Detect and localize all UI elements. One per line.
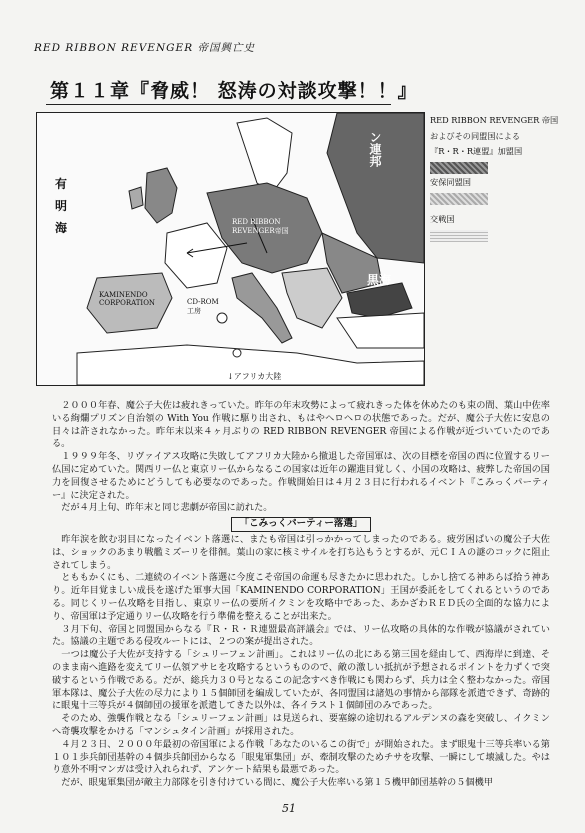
legend-swatch-enemy: [430, 230, 488, 242]
map-france: [165, 223, 227, 288]
map-ireland: [129, 187, 143, 209]
paragraph: ４月２３日、２０００年最初の帝国軍による作戦「あなたのいるこの街で」が開始された。まず眼鬼十三等兵率いる第１０１歩兵師団基幹の４個歩兵師団からなる「眼鬼軍集団」が、牽制攻撃のためチサを攻撃、一瞬にして壊滅した。やはり意外不明マンガは受け入れられず、アンケート結果も最悪であった。: [52, 738, 550, 776]
title-rule: [46, 104, 391, 105]
section-heading: [52, 517, 550, 532]
section-heading-text: 「こみっくパーティー落選」: [231, 517, 372, 532]
map-label-kokukai: 黒海: [367, 273, 392, 287]
map-british-isles: [145, 168, 177, 223]
paragraph: ２０００年春、魔公子大佐は疲れきっていた。昨年の年末攻勢によって疲れきった体を休めたのも束の間、葉山中佐率いる絢爛プリズン自治領の With You 作戦に駆り出され、もはやヘロヘロの状態であった。だが、魔公子大佐に安息の日々は許されなかった。昨年末以来４ヶ月ぶりの RED RIBBON REVENGER 帝国による作戦が近づいていたのである。: [52, 400, 550, 450]
legend-line: [430, 144, 580, 160]
legend-label-rrr: 『R・R・R連盟』加盟国: [430, 146, 523, 156]
europe-map: [36, 112, 425, 386]
paragraph: １９９９年冬、リヴァイアス攻略に失敗してアフリカ大陸から撤退した帝国軍は、次の目標を帝国の西に位置するリー仏国に定めていた。関西リー仏と東京リー仏からなるこの国家は近年の躍進目覚しく、小国の攻略は、疲弊した帝国の国力を回復させるためにどうしても必要なのであった。作戦開始日は４月２３日に行われるイベント『こみっくパーティー』に決定された。: [52, 451, 550, 501]
map-label-cd: CD-ROM 工房: [187, 298, 219, 315]
paragraph: ３月下旬、帝国と同盟国からなる『Ｒ・Ｒ・Ｒ連盟最高評議会』では、リー仏攻略の具体的な作戦が協議がされていた。協議の主題である侵攻ルートには、２つの案が提出された。: [52, 623, 550, 648]
paragraph: 一つは魔公子大佐が支持する「シュリーフェン計画」。これはリー仏の北にある第三国を経由して、西海岸に到達、そのまま南へ進路を変えてリー仏領アサヒを攻略するというものので、敵の激しい抵抗が予想されるポイントを力ずくで突破するという作戦である。だが、総兵力３０号となるこの記念すべき作戦にも関わらず、兵力は全く整わなかった。帝国軍本隊は、魔公子大佐の尽力により１５個師団を編成していたが、各同盟国は諸処の事情から部隊を派遣できず、奇跡的に眼鬼十三等兵が４個師団の援軍を派遣してきた以外は、各イラスト１個師団のみであった。: [52, 649, 550, 712]
paragraph: とももかくにも、二連続のイベント落選に今度こそ帝国の命運も尽きたかに思われた。しかし捨てる神あらば拾う神あり。近年目覚ましい成長を遂げた軍事大国「KAMINENDO CORPORATION」王国が委託をしてくれるというのである。同じくリー仏攻略を目指し、東京リー仏の要所イクミンを攻略中であった、あかざわＲＥＤ氏の全面的な協力により、帝国軍は予定通りリー仏攻略を行う準備を整えることが出来た。: [52, 572, 550, 622]
legend-line: およびその同盟国による: [430, 130, 521, 141]
map-balkans: [282, 268, 342, 328]
legend-swatch-row: [430, 160, 580, 176]
chapter-title: 第１１章『脅威！ 怒涛の対談攻撃！！』: [50, 80, 418, 102]
map-legend: [430, 113, 580, 243]
map-label-kaminendo: KAMINENDO CORPORATION: [99, 291, 156, 307]
running-head: RED RIBBON REVENGER 帝国興亡史: [34, 42, 255, 54]
map-label-ariake: 有 明 海: [55, 177, 68, 235]
legend-line: 交戦国: [430, 214, 455, 224]
legend-line: 安保同盟国: [430, 177, 471, 187]
map-scandinavia: [237, 118, 292, 193]
map-italy: [232, 273, 292, 343]
map-label-rrr: RED RIBBON REVENGER帝国: [232, 218, 289, 235]
map-label-africa: ↓アフリカ大陸: [227, 372, 282, 381]
legend-swatch-security: [430, 193, 488, 205]
body-text: [52, 400, 550, 790]
page-number: 51: [282, 802, 296, 815]
map-turkey: [337, 313, 424, 348]
map-drawing: [37, 113, 424, 385]
legend-swatch-row: [430, 191, 580, 207]
paragraph: そのため、強襲作戦となる「シュリーフェン計画」は見送られ、要塞線の途切れるアルデンヌの森を突破し、イクミンへ奇襲攻撃をかける「マンシュタイン計画」が採用された。: [52, 713, 550, 737]
map-island: [233, 349, 241, 357]
paragraph: 昨年涙を飲む羽目になったイベント落選に、またも帝国は引っかかってしまったのである。疲労困ぱいの魔公子大佐は、ショックのあまり戦艦ミズーリを徘徊。葉山の家に核ミサイルを打ち込もうとするが、元ＣＩＡの謎のコックに阻止されてしまう。: [52, 533, 550, 571]
map-label-renmei: ン連邦: [368, 131, 382, 167]
paragraph: だが、眼鬼軍集団が敵主力部隊を引き付けている間に、魔公子大佐率いる第１５機甲師団基幹の５個機甲: [61, 777, 493, 789]
legend-swatch-row: [430, 228, 580, 244]
paragraph: だが４月上旬、昨年末と同じ悲劇が帝国に訪れた。: [61, 502, 273, 514]
legend-line: RED RIBBON REVENGER 帝国: [430, 115, 559, 125]
legend-swatch-rrr: [430, 162, 488, 174]
